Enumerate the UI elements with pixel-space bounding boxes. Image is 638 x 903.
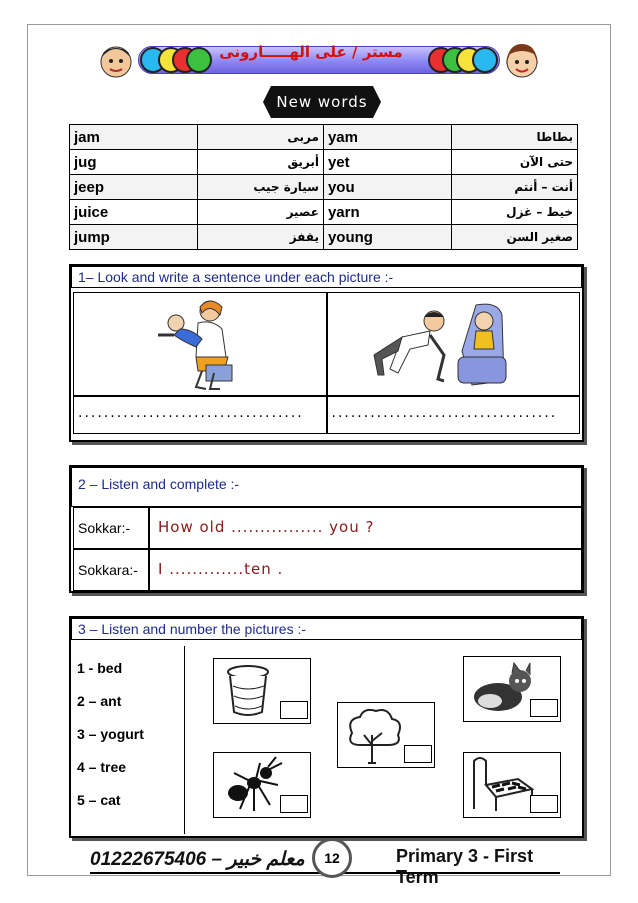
word-en: jam — [70, 125, 198, 150]
word-list — [73, 646, 185, 834]
cat-icon — [468, 661, 538, 717]
word-en: young — [323, 225, 452, 250]
table-row — [70, 225, 578, 250]
word-en: you — [323, 175, 452, 200]
boy-face-icon — [96, 40, 136, 80]
mother-holding-baby-image — [152, 295, 252, 395]
section-listen-and-complete — [69, 465, 584, 593]
footer — [90, 838, 560, 887]
blue-circle-icon — [472, 47, 498, 73]
dialogue-sentence[interactable]: I .............ten . — [149, 549, 582, 591]
father-crawling-baby-chair-image — [372, 295, 522, 395]
section-look-and-write — [69, 264, 584, 442]
page-number: 12 — [312, 838, 352, 878]
word-ar: صغير السن — [452, 225, 578, 250]
new-words-label: New words — [276, 93, 368, 111]
speaker-label: Sokkar:- — [73, 507, 149, 549]
yogurt-icon — [220, 662, 280, 722]
section3-title: 3 – Listen and number the pictures :- — [71, 618, 582, 640]
word-en: jump — [70, 225, 198, 250]
word-en: juice — [70, 200, 198, 225]
bed-picture — [463, 752, 561, 818]
picture-cell — [73, 292, 327, 396]
word-ar: أنت – أنتم — [452, 175, 578, 200]
word-en: jeep — [70, 175, 198, 200]
word-en: jug — [70, 150, 198, 175]
girl-face-icon — [502, 40, 542, 80]
picture-row — [73, 292, 580, 396]
yogurt-picture — [213, 658, 311, 724]
table-row — [70, 150, 578, 175]
number-box[interactable] — [280, 701, 308, 719]
tree-icon — [342, 705, 406, 767]
number-box[interactable] — [530, 795, 558, 813]
word-ar: مربى — [198, 125, 323, 150]
table-row — [70, 200, 578, 225]
word-ar: سيارة جيب — [198, 175, 323, 200]
answer-line-left[interactable]: ................................... — [73, 396, 327, 434]
word-ar: بطاطا — [452, 125, 578, 150]
dialogue-sentence[interactable]: How old ................ you ? — [149, 507, 582, 549]
dialogue-row — [73, 507, 582, 549]
speaker-label: Sokkara:- — [73, 549, 149, 591]
footer-term: Primary 3 - First Term — [396, 846, 534, 887]
header-title: مستر / على الهـــــارونى — [219, 43, 403, 61]
tree-picture — [337, 702, 435, 768]
section-listen-and-number — [69, 616, 584, 838]
ant-picture — [213, 752, 311, 818]
word-ar: حتى الآن — [452, 150, 578, 175]
table-row — [70, 125, 578, 150]
list-item: 4 – tree — [77, 759, 127, 775]
word-en: yam — [323, 125, 452, 150]
bed-icon — [468, 755, 538, 815]
header-banner — [96, 40, 542, 80]
word-ar: أبريق — [198, 150, 323, 175]
picture-cell — [327, 292, 581, 396]
number-box[interactable] — [404, 745, 432, 763]
word-ar: يقفز — [198, 225, 323, 250]
list-item: 1 - bed — [77, 660, 123, 676]
word-ar: عصير — [198, 200, 323, 225]
list-item: 3 – yogurt — [77, 726, 144, 742]
answer-line-right[interactable]: ................................... — [327, 396, 581, 434]
table-row — [70, 175, 578, 200]
list-item: 5 – cat — [77, 792, 121, 808]
number-box[interactable] — [280, 795, 308, 813]
section2-title: 2 – Listen and complete :- — [71, 467, 582, 507]
number-box[interactable] — [530, 699, 558, 717]
word-en: yarn — [323, 200, 452, 225]
word-ar: خيط – غزل — [452, 200, 578, 225]
footer-phone: 01222675406 – معلم خبير — [90, 849, 305, 870]
vocabulary-table — [69, 124, 578, 250]
answer-lines-row — [73, 396, 580, 434]
section1-title: 1– Look and write a sentence under each picture :- — [71, 266, 582, 288]
dialogue-row — [73, 549, 582, 591]
new-words-badge — [263, 86, 381, 118]
cat-picture — [463, 656, 561, 722]
list-item: 2 – ant — [77, 693, 122, 709]
word-en: yet — [323, 150, 452, 175]
